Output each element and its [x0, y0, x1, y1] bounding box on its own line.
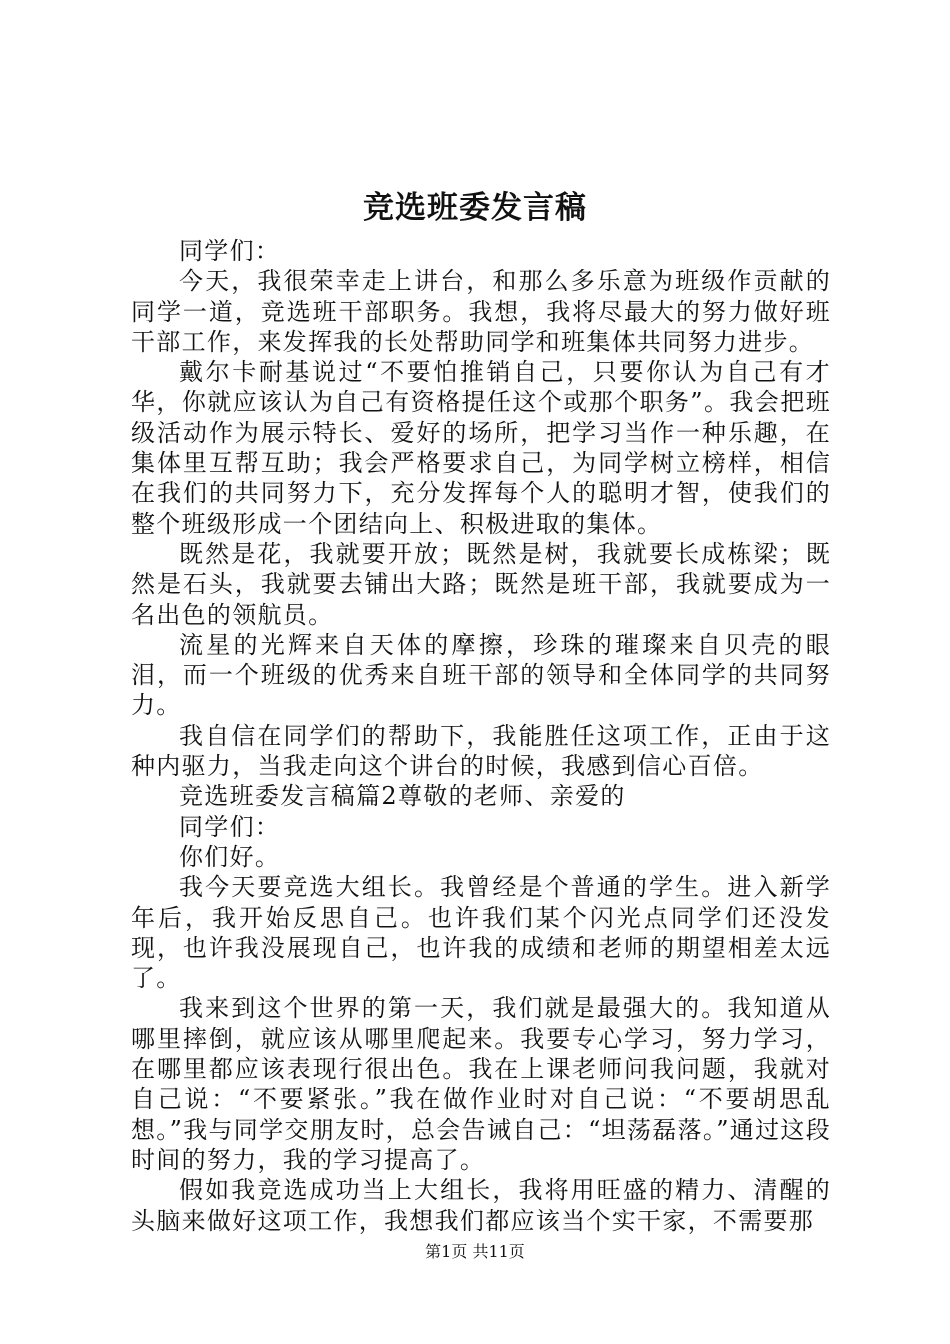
paragraph: 你们好。	[179, 842, 281, 871]
paragraph: 今天，我很荣幸走上讲台，和那么多乐意为班级作贡献的同学一道，竞选班干部职务。我想，我将尽最大的努力做好班干部工作，来发挥我的长处帮助同学和班集体共同努力进步。	[131, 267, 831, 356]
paragraph: 流星的光辉来自天体的摩擦，珍珠的璀璨来自贝壳的眼泪，而一个班级的优秀来自班干部的领导和全体同学的共同努力。	[131, 630, 831, 720]
paragraph: 同学们：	[179, 812, 281, 841]
paragraph: 同学们：	[179, 237, 281, 265]
paragraph: 我来到这个世界的第一天，我们就是最强大的。我知道从哪里摔倒，就应该从哪里爬起来。我要专心学习，努力学习，在哪里都应该表现行很出色。我在上课老师问我问题，我就对自己说：“不要紧张。”我在做作业时对自己说：“不要胡思乱想。”我与同学交朋友时，总会告诫自己：“坦荡磊落。”通过这段时间的努力，我的学习提高了。	[131, 994, 831, 1174]
paragraph: 我今天要竞选大组长。我曾经是个普通的学生。进入新学年后，我开始反思自己。也许我们某个闪光点同学们还没发现，也许我没展现自己，也许我的成绩和老师的期望相差太远了。	[131, 873, 831, 993]
paragraph: 竞选班委发言稿篇2尊敬的老师、亲爱的	[179, 782, 626, 811]
document-body	[131, 236, 831, 1236]
paragraph: 既然是花，我就要开放；既然是树，我就要长成栋梁；既然是石头，我就要去铺出大路；既然是班干部，我就要成为一名出色的领航员。	[131, 539, 831, 629]
page-footer: 第1页 共11页	[425, 1242, 525, 1261]
document-title: 竞选班委发言稿	[363, 190, 587, 226]
paragraph: 我自信在同学们的帮助下，我能胜任这项工作，正由于这种内驱力，当我走向这个讲台的时候，我感到信心百倍。	[131, 721, 831, 781]
paragraph: 戴尔卡耐基说过“不要怕推销自己，只要你认为自己有才华，你就应该认为自己有资格提任这个或那个职务”。我会把班级活动作为展示特长、爱好的场所，把学习当作一种乐趣，在集体里互帮互助；我会严格要求自己，为同学树立榜样，相信在我们的共同努力下，充分发挥每个人的聪明才智，使我们的整个班级形成一个团结向上、积极进取的集体。	[131, 358, 831, 538]
paragraph: 假如我竞选成功当上大组长，我将用旺盛的精力、清醒的头脑来做好这项工作，我想我们都应该当个实干家，不需要那	[131, 1176, 831, 1235]
